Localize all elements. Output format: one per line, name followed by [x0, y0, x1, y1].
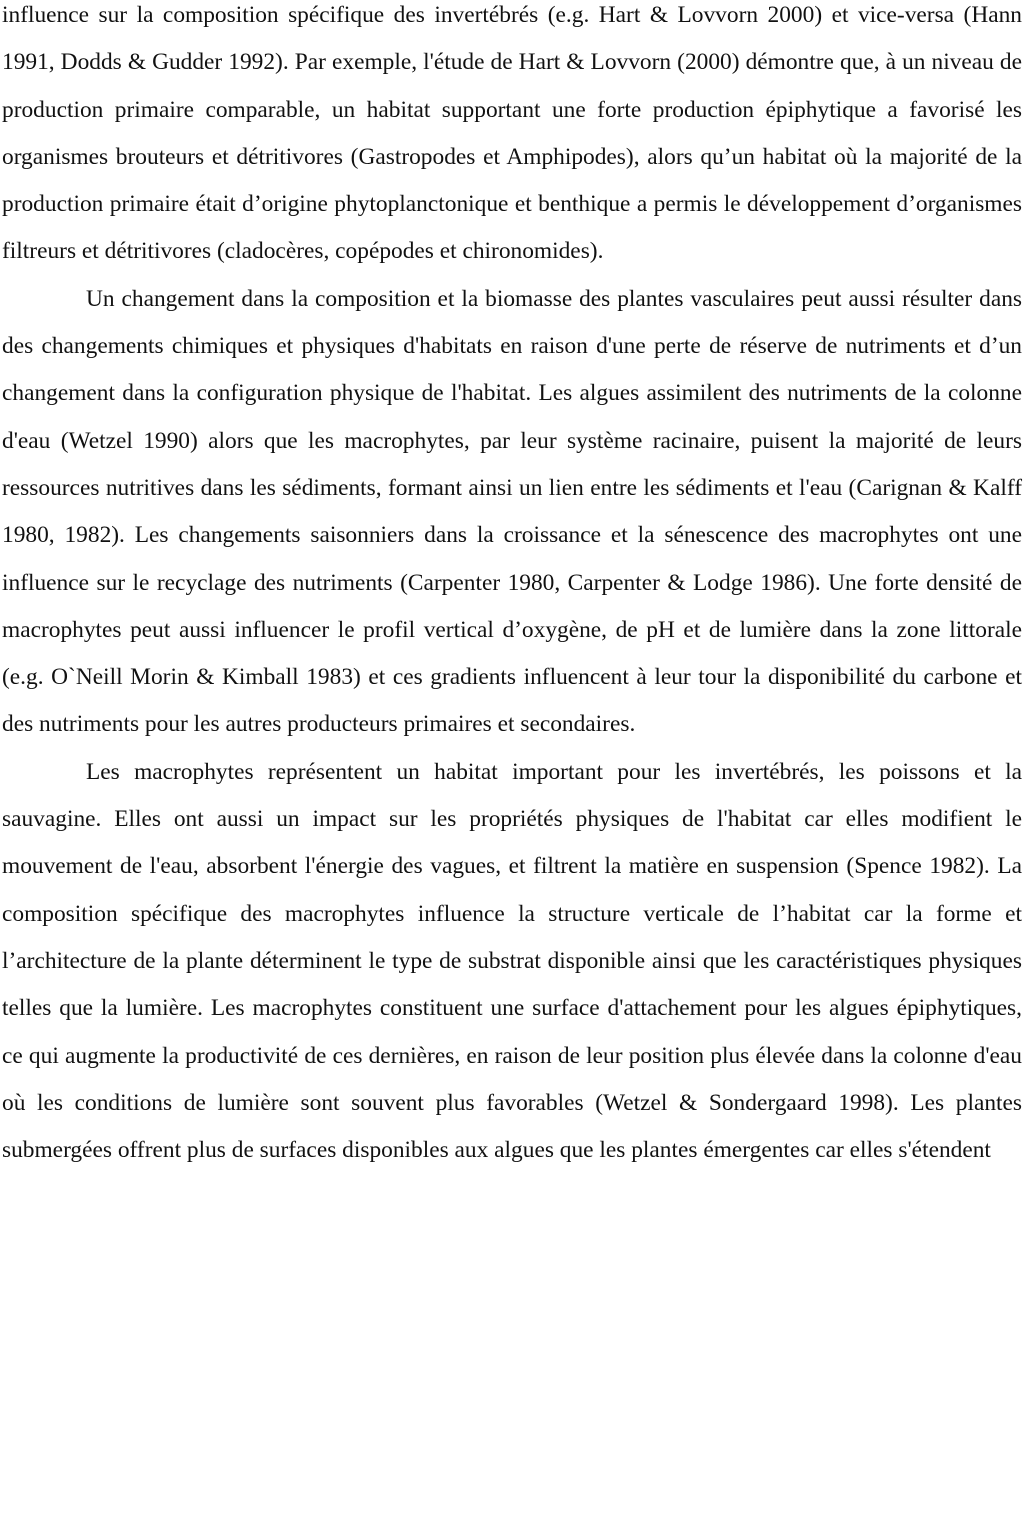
paragraph-habitat: Les macrophytes représentent un habitat important pour les invertébrés, les poissons et la sauvagine. Elles ont aussi un impact sur les propriétés physiques de l'habitat car elles modifient le mouvement de l'eau, absorbent l'énergie des vagues, et filtrent la matière en suspension (Spence 1982). La composition spécifique des macrophytes influence la structure verticale de l’habitat car la forme et l’architecture de la plante déterminent le type de substrat disponible ainsi que les caractéristiques physiques telles que la lumière. Les macrophytes constituent une surface d'attachement pour les algues épiphytiques, ce qui augmente la productivité de ces dernières, en raison de leur position plus élevée dans la colonne d'eau où les conditions de lumière sont souvent plus favorables (Wetzel & Sondergaard 1998). Les plantes submergées offrent plus de surfaces disponibles aux algues que les plantes émergentes car elles s'étendent: [2, 758, 1022, 1164]
document-page: [2, 0, 1022, 1174]
paragraph-nutrients: Un changement dans la composition et la biomasse des plantes vasculaires peut aussi résulter dans des changements chimiques et physiques d'habitats en raison d'une perte de réserve de nutriments et d’un changement dans la configuration physique de l'habitat. Les algues assimilent des nutriments de la colonne d'eau (Wetzel 1990) alors que les macrophytes, par leur système racinaire, puisent la majorité de leurs ressources nutritives dans les sédiments, formant ainsi un lien entre les sédiments et l'eau (Carignan & Kalff 1980, 1982). Les changements saisonniers dans la croissance et la sénescence des macrophytes ont une influence sur le recyclage des nutriments (Carpenter 1980, Carpenter & Lodge 1986). Une forte densité de macrophytes peut aussi influencer le profil vertical d’oxygène, de pH et de lumière dans la zone littorale (e.g. O`Neill Morin & Kimball 1983) et ces gradients influencent à leur tour la disponibilité du carbone et des nutriments pour les autres producteurs primaires et secondaires.: [2, 285, 1022, 738]
paragraph-continued: influence sur la composition spécifique des invertébrés (e.g. Hart & Lovvorn 2000) et vice-versa (Hann 1991, Dodds & Gudder 1992). Par exemple, l'étude de Hart & Lovvorn (2000) démontre que, à un niveau de production primaire comparable, un habitat supportant une forte production épiphytique a favorisé les organismes brouteurs et détritivores (Gastropodes et Amphipodes), alors qu’un habitat où la majorité de la production primaire était d’origine phytoplanctonique et benthique a permis le développement d’organismes filtreurs et détritivores (cladocères, copépodes et chironomides).: [2, 2, 1022, 265]
